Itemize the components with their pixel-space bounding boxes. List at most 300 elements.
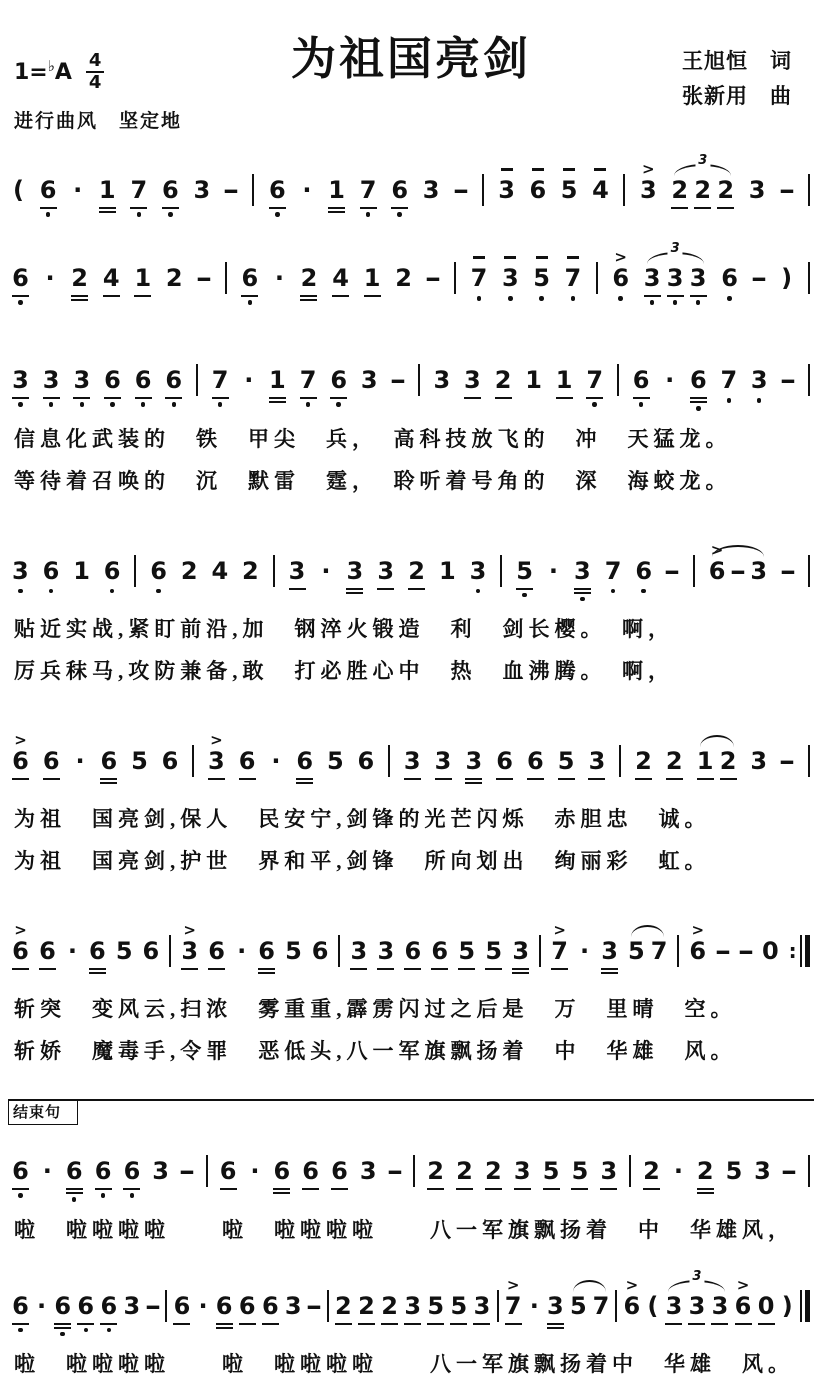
beam-underline — [241, 295, 258, 297]
beam-underline — [89, 968, 106, 970]
note — [377, 923, 394, 981]
note-glyph: 5 — [285, 937, 302, 965]
beam-underline — [527, 778, 544, 780]
music-line-3 — [0, 352, 822, 411]
note-glyph: - — [386, 1157, 404, 1185]
low-octave-dot — [18, 589, 23, 594]
note-glyph: · — [237, 937, 247, 965]
beam-underline — [601, 972, 618, 974]
low-octave-dot — [18, 402, 23, 407]
barline — [619, 745, 621, 777]
note — [12, 250, 29, 308]
note — [258, 923, 275, 981]
note-glyph: 6 — [12, 747, 29, 775]
note-glyph: 6 — [219, 1157, 237, 1185]
low-octave-dot — [72, 1197, 77, 1202]
beam-underline — [43, 397, 60, 399]
note-glyph: 6 — [296, 747, 314, 775]
tuplet-number: 3 — [695, 154, 710, 167]
note-glyph: 6 — [100, 747, 118, 775]
barline — [596, 262, 598, 294]
beam-underline — [239, 1323, 256, 1325]
beam-underline — [697, 778, 714, 780]
note — [222, 162, 240, 220]
note-glyph: 6 — [173, 1291, 191, 1320]
note — [533, 250, 550, 308]
note-glyph: 3 — [573, 556, 591, 585]
note — [44, 250, 57, 308]
note — [331, 1143, 348, 1201]
note — [332, 250, 349, 308]
note — [312, 923, 329, 981]
low-octave-dot — [650, 300, 655, 305]
barline — [808, 745, 810, 777]
note-group — [628, 923, 667, 981]
note — [525, 352, 542, 410]
beam-underline — [435, 778, 452, 780]
note-glyph: · — [274, 264, 284, 292]
note-glyph: 3 — [181, 937, 199, 965]
note-glyph: 5 — [542, 1157, 560, 1185]
barline — [617, 364, 619, 396]
note-glyph: · — [45, 264, 55, 292]
accent-mark: > — [625, 1275, 639, 1294]
music-line-6 — [0, 923, 822, 981]
accent-mark: > — [183, 921, 196, 939]
note — [208, 923, 225, 981]
note-glyph: 6 — [65, 1157, 83, 1185]
beam-underline — [39, 968, 56, 970]
note-glyph: 3 — [750, 747, 768, 775]
note-glyph: - — [778, 747, 796, 775]
note-glyph: · — [548, 556, 559, 585]
ending-section-bracket — [8, 1099, 814, 1125]
beam-underline — [43, 778, 60, 780]
note — [404, 733, 421, 791]
beam-underline — [302, 1188, 319, 1190]
barline — [808, 364, 810, 396]
note-glyph: 5 — [131, 747, 148, 775]
beam-underline — [346, 592, 363, 594]
low-octave-dot — [110, 402, 115, 407]
note — [424, 250, 442, 308]
note-glyph: - — [714, 937, 732, 965]
beam-underline — [496, 778, 513, 780]
beam-underline — [464, 397, 481, 399]
note-glyph: 6 — [215, 1291, 233, 1320]
note — [663, 352, 676, 410]
note — [71, 162, 84, 220]
note — [751, 352, 768, 410]
note-glyph: 2 — [696, 1157, 714, 1185]
beam-underline — [95, 1188, 112, 1190]
note-glyph: 6 — [311, 937, 329, 965]
note — [269, 352, 286, 410]
note-glyph: 6 — [238, 747, 256, 775]
barline — [192, 745, 194, 777]
beam-underline — [586, 397, 603, 399]
note — [498, 162, 515, 220]
note — [305, 1278, 323, 1336]
note — [178, 1143, 196, 1201]
note-glyph: 3 — [666, 264, 684, 292]
note — [100, 733, 117, 791]
low-octave-dot — [477, 296, 482, 301]
note — [173, 1278, 190, 1336]
note-glyph: 6 — [357, 747, 375, 775]
beam-underline — [671, 207, 688, 209]
note-group — [671, 153, 735, 220]
note — [458, 923, 475, 981]
note-glyph: 6 — [527, 747, 544, 775]
barline — [693, 555, 695, 587]
note — [134, 250, 151, 308]
beam-underline — [688, 1323, 705, 1325]
note-glyph: 6 — [12, 1157, 29, 1185]
note — [335, 1278, 352, 1336]
note-glyph: 1 — [696, 747, 714, 775]
note — [721, 352, 738, 410]
note-glyph: - — [305, 1291, 323, 1320]
note-glyph: 6 — [100, 1291, 118, 1320]
note — [646, 1278, 659, 1336]
beam-underline — [258, 968, 275, 970]
note-glyph: 6 — [42, 747, 60, 775]
note-glyph: 1 — [134, 264, 152, 292]
beam-underline — [512, 968, 529, 970]
note-glyph: 3 — [346, 556, 364, 585]
beam-underline — [104, 397, 121, 399]
barline — [338, 935, 340, 967]
beam-underline — [162, 207, 179, 209]
note-glyph: 5 — [516, 556, 533, 585]
note-glyph: 7 — [359, 176, 377, 204]
beam-underline — [12, 1188, 29, 1190]
composer-credit: 张新用 曲 — [682, 83, 792, 108]
beam-underline — [514, 1188, 531, 1190]
lyricist-credit: 王旭恒 词 — [682, 49, 792, 73]
barline — [454, 262, 456, 294]
beam-underline — [556, 397, 573, 399]
barline — [196, 364, 198, 396]
note-glyph: 6 — [150, 556, 167, 585]
low-octave-dot — [539, 296, 544, 301]
note — [496, 733, 513, 791]
note-glyph: 2 — [427, 1157, 444, 1185]
beam-underline — [404, 968, 421, 970]
note-group — [643, 241, 707, 308]
note-glyph: 3 — [512, 937, 530, 965]
note-glyph: 2 — [395, 264, 412, 292]
barline — [539, 935, 541, 967]
beam-underline — [40, 207, 57, 209]
beam-underline — [12, 397, 29, 399]
note — [130, 162, 147, 220]
beam-underline — [588, 778, 605, 780]
repeat-barline — [789, 935, 810, 967]
music-line-2 — [0, 241, 822, 308]
beam-underline — [601, 968, 618, 970]
low-octave-dot — [18, 1328, 23, 1333]
note-glyph: 5 — [427, 1291, 445, 1320]
note — [346, 543, 363, 601]
music-line-7 — [0, 1143, 822, 1202]
beam-underline — [71, 299, 88, 301]
note-glyph: 7 — [604, 556, 622, 585]
note — [12, 162, 25, 220]
note-glyph: ) — [781, 1291, 793, 1320]
note — [181, 543, 198, 601]
note — [697, 1143, 714, 1201]
beam-underline — [300, 299, 317, 301]
note — [601, 923, 618, 981]
note — [571, 1143, 588, 1201]
key-main: 1= — [14, 59, 48, 85]
note-glyph: 6 — [623, 1291, 641, 1320]
note — [239, 733, 256, 791]
note — [103, 250, 120, 308]
beam-underline — [300, 295, 317, 297]
low-octave-dot — [757, 398, 762, 403]
note — [427, 1143, 444, 1201]
beam-underline — [404, 778, 421, 780]
note — [780, 1143, 798, 1201]
low-octave-dot — [592, 402, 597, 407]
note-glyph: 3 — [464, 366, 481, 394]
beam-underline — [100, 782, 117, 784]
time-signature — [86, 52, 105, 92]
note-glyph: 6 — [269, 176, 286, 204]
note — [643, 1143, 660, 1201]
barline — [388, 745, 390, 777]
note-glyph: · — [665, 366, 675, 394]
low-octave-dot — [696, 300, 701, 305]
note — [404, 923, 421, 981]
note-glyph: 3 — [12, 556, 29, 585]
note — [135, 352, 152, 410]
note — [530, 162, 547, 220]
note — [242, 543, 259, 601]
note-glyph: 3 — [750, 556, 768, 585]
note — [485, 923, 502, 981]
note — [778, 733, 796, 791]
low-octave-dot — [60, 1332, 65, 1337]
note-glyph: 3 — [473, 1291, 491, 1320]
note-glyph: 2 — [358, 1291, 375, 1320]
note-glyph: 6 — [273, 1157, 291, 1185]
low-octave-dot — [218, 402, 223, 407]
note — [543, 1143, 560, 1201]
lyrics-line-5-verse-1: 为祖 国亮剑,保人 民安宁,剑锋的光芒闪烁 赤胆忠 诚。 — [14, 807, 711, 831]
low-octave-dot — [172, 402, 177, 407]
note-glyph: 0 — [757, 1291, 775, 1320]
low-octave-dot — [397, 212, 402, 217]
beam-underline — [331, 1188, 348, 1190]
low-octave-dot — [18, 1193, 23, 1198]
beam-underline — [665, 1323, 682, 1325]
beam-underline — [697, 1188, 714, 1190]
note-glyph: · — [580, 937, 590, 965]
note-glyph: 1 — [98, 176, 116, 204]
note — [588, 733, 605, 791]
note — [391, 162, 408, 220]
note — [739, 923, 752, 981]
barline — [615, 1290, 617, 1322]
accent-mark: > — [14, 921, 27, 939]
note-glyph: · — [673, 1157, 683, 1185]
beam-underline — [130, 207, 147, 209]
low-octave-dot — [275, 212, 280, 217]
note-glyph: 6 — [734, 1291, 752, 1320]
note — [43, 352, 60, 410]
beam-underline — [332, 295, 349, 297]
note — [162, 162, 179, 220]
note — [54, 1278, 71, 1337]
note-glyph: 3 — [600, 1157, 618, 1185]
note — [208, 733, 225, 791]
note-group — [665, 1268, 729, 1336]
note — [556, 352, 573, 410]
beam-underline — [574, 588, 591, 590]
note-glyph: 6 — [94, 1157, 112, 1185]
note — [350, 923, 367, 981]
note — [750, 733, 767, 791]
beam-underline — [473, 1323, 490, 1325]
note-glyph: ( — [13, 176, 24, 204]
barline — [273, 555, 275, 587]
beam-underline — [73, 397, 90, 399]
beam-underline — [269, 207, 286, 209]
note-glyph: 2 — [719, 747, 737, 775]
note — [328, 162, 345, 220]
low-octave-dot — [137, 212, 142, 217]
note-glyph: 6 — [632, 366, 650, 394]
note — [721, 250, 738, 308]
note — [435, 733, 452, 791]
note — [547, 1278, 564, 1336]
note-glyph: 3 — [711, 1291, 729, 1320]
note — [162, 733, 179, 791]
note — [452, 162, 470, 220]
note — [502, 250, 519, 308]
note-glyph: · — [198, 1291, 208, 1320]
time-bottom: 4 — [88, 72, 102, 93]
note — [377, 543, 394, 601]
note — [512, 923, 529, 981]
note-glyph: 4 — [332, 264, 349, 292]
note-glyph: 6 — [39, 176, 57, 204]
beam-underline — [99, 211, 116, 213]
note — [73, 543, 90, 601]
note-glyph: 3 — [284, 1291, 302, 1320]
note-glyph: 6 — [42, 556, 60, 585]
beam-underline — [485, 1188, 502, 1190]
note — [248, 1143, 261, 1201]
low-octave-dot — [248, 300, 253, 305]
barline — [808, 555, 810, 587]
beam-underline — [381, 1323, 398, 1325]
note — [565, 250, 582, 308]
note-glyph: 2 — [71, 264, 88, 292]
beam-underline — [216, 1323, 233, 1325]
note-glyph: 5 — [485, 937, 503, 965]
note-glyph: 3 — [208, 747, 225, 775]
beam-underline — [103, 295, 120, 297]
note — [12, 1143, 29, 1201]
barline — [225, 262, 227, 294]
accent-mark: > — [14, 731, 27, 749]
lyrics-line-6-verse-2: 斩娇 魔毒手,令罪 恶低头,八一军旗飘扬着 中 华雄 风。 — [14, 1039, 737, 1063]
note-glyph: 6 — [689, 937, 707, 965]
note-glyph: · — [75, 747, 85, 775]
beam-underline — [456, 1188, 473, 1190]
low-octave-dot — [366, 212, 371, 217]
note — [361, 352, 378, 410]
note — [95, 1143, 112, 1201]
music-line-1 — [0, 153, 822, 220]
low-octave-dot — [156, 589, 161, 594]
low-octave-dot — [306, 402, 311, 407]
note — [197, 1278, 210, 1336]
note — [360, 162, 377, 220]
low-octave-dot — [49, 589, 54, 594]
note — [123, 1143, 140, 1201]
accent-mark: > — [506, 1275, 520, 1294]
note-glyph: 3 — [123, 1291, 141, 1320]
low-octave-dot — [130, 1193, 135, 1198]
note-glyph: 2 — [180, 556, 198, 585]
beam-underline — [377, 588, 394, 590]
note — [762, 923, 779, 981]
note-glyph: · — [244, 366, 254, 394]
note-glyph: 2 — [671, 176, 689, 204]
beam-underline — [694, 207, 711, 209]
note-glyph: 3 — [404, 1291, 422, 1320]
note-glyph: 6 — [39, 937, 56, 965]
note — [358, 1278, 375, 1336]
note-glyph: 6 — [261, 1291, 279, 1320]
credits — [682, 44, 792, 113]
beam-underline — [296, 778, 313, 780]
note-glyph: - — [144, 1291, 162, 1320]
note — [123, 1278, 140, 1336]
accent-mark: > — [736, 1275, 750, 1294]
barline — [808, 174, 810, 206]
accent-mark: > — [710, 540, 724, 559]
low-octave-dot — [641, 589, 646, 594]
beam-underline — [71, 295, 88, 297]
note — [495, 352, 512, 410]
note-glyph: 3 — [377, 937, 395, 965]
note-glyph: 6 — [165, 366, 183, 394]
note-glyph: 3 — [12, 366, 29, 394]
note-glyph: 2 — [635, 747, 652, 775]
note-glyph: 6 — [331, 1157, 348, 1185]
beam-underline — [300, 397, 317, 399]
note-glyph: 7 — [299, 366, 317, 394]
note — [605, 543, 622, 601]
note-glyph: ) — [781, 264, 793, 292]
barline — [252, 174, 254, 206]
barline — [808, 1155, 810, 1187]
note — [758, 1278, 775, 1336]
note — [689, 923, 706, 981]
note-glyph: 6 — [391, 176, 409, 204]
beam-underline — [212, 397, 229, 399]
note-glyph: 6 — [12, 1291, 29, 1320]
note — [381, 1278, 398, 1336]
note-glyph: · — [73, 176, 83, 204]
